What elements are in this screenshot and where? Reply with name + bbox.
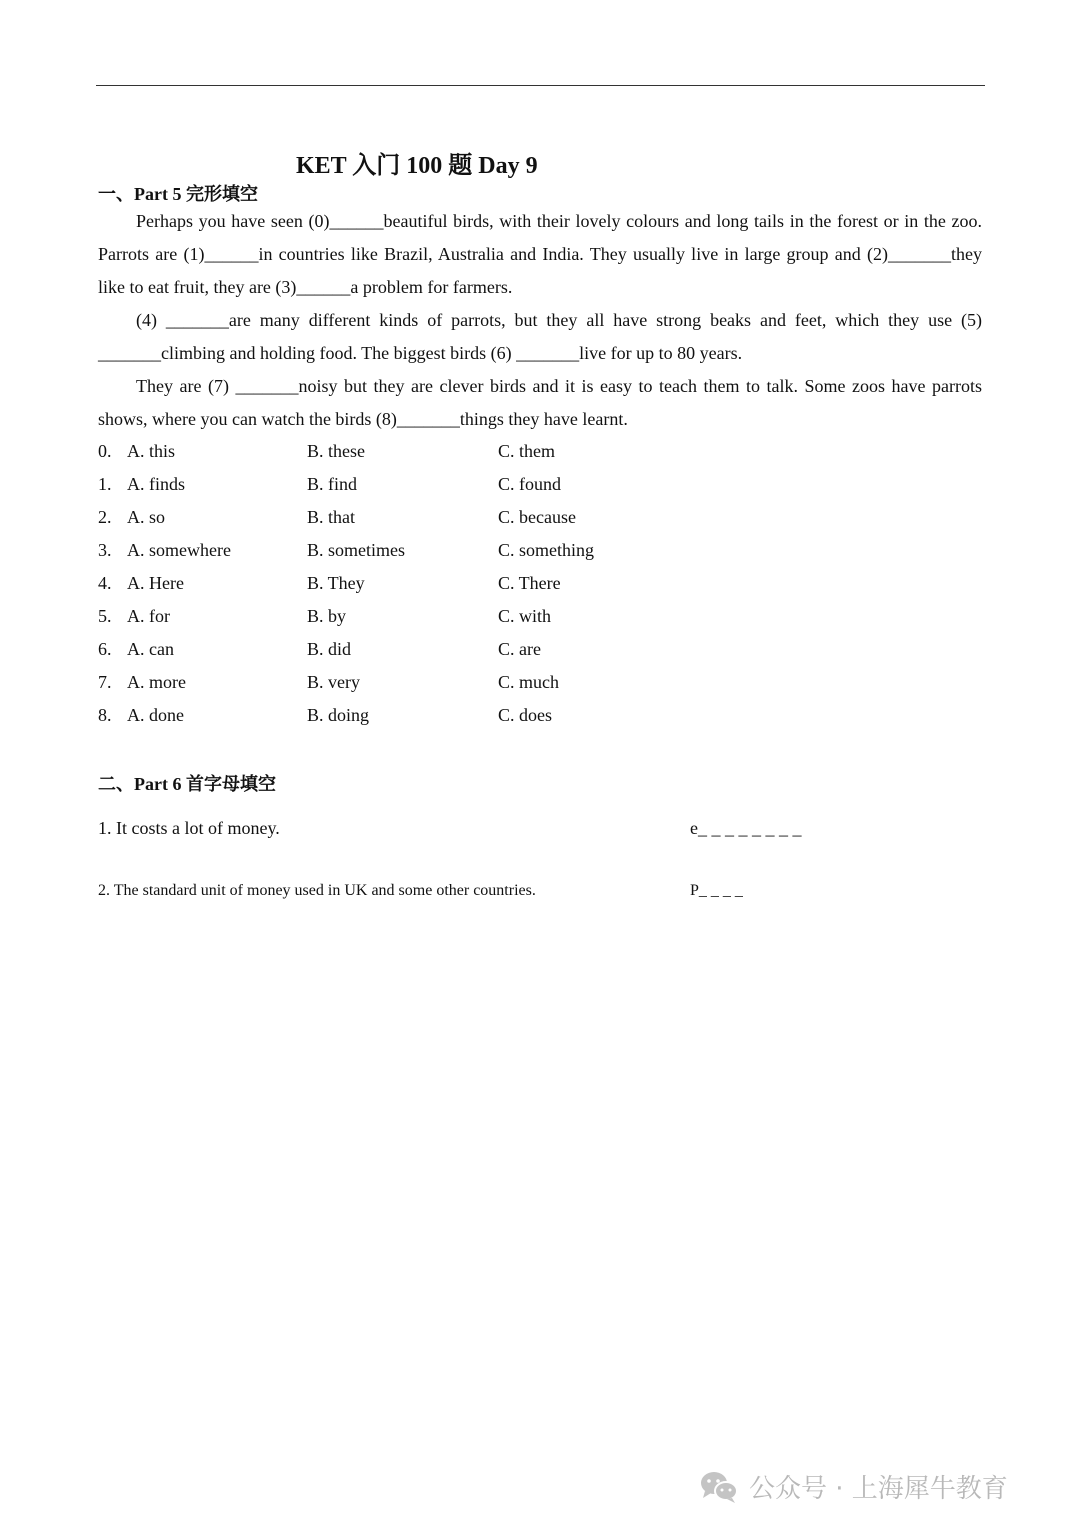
option-number: 7.	[98, 672, 112, 692]
option-b: B. find	[307, 474, 358, 494]
wechat-icon	[699, 1470, 739, 1504]
option-a: A. this	[127, 441, 176, 461]
option-c: C. There	[498, 573, 561, 593]
option-a: A. finds	[127, 474, 185, 494]
option-number: 1.	[98, 474, 112, 494]
option-a: A. so	[127, 507, 166, 527]
clue-hint: P_ _ _ _	[690, 882, 743, 899]
option-c: C. much	[498, 672, 559, 692]
option-a: A. for	[127, 606, 170, 626]
part5-heading: 一、Part 5 完形填空	[98, 184, 258, 204]
clue-text: 1. It costs a lot of money.	[98, 818, 280, 838]
option-number: 0.	[98, 441, 112, 461]
option-b: B. that	[307, 507, 355, 527]
top-rule	[96, 85, 985, 86]
option-a: A. Here	[127, 573, 184, 593]
option-number: 8.	[98, 705, 112, 725]
option-b: B. They	[307, 573, 365, 593]
option-b: B. sometimes	[307, 540, 405, 560]
option-number: 3.	[98, 540, 112, 560]
clue-text: 2. The standard unit of money used in UK and some other countries.	[98, 882, 536, 899]
option-c: C. does	[498, 705, 552, 725]
option-b: B. very	[307, 672, 360, 692]
option-c: C. are	[498, 639, 541, 659]
option-number: 2.	[98, 507, 112, 527]
option-number: 4.	[98, 573, 112, 593]
option-b: B. by	[307, 606, 347, 626]
option-a: A. somewhere	[127, 540, 231, 560]
option-a: A. done	[127, 705, 184, 725]
passage-paragraph: (4) _______are many different kinds of parrots, but they all have strong beaks and feet, which they use (5) _______climbing and holding food. The biggest birds (6) _______live for up to 80 years.	[98, 310, 982, 363]
option-c: C. them	[498, 441, 555, 461]
passage-paragraph: Perhaps you have seen (0)______beautiful birds, with their lovely colours and long tails in the forest or in the zoo. Parrots are (1)______in countries like Brazil, Australia and India. They usually live in large group and (2)_______they like to eat fruit, they are (3)______a problem for farmers.	[98, 211, 982, 297]
passage-paragraph: They are (7) _______noisy but they are clever birds and it is easy to teach them to talk. Some zoos have parrots shows, where you can watch the birds (8)_______things they have learnt.	[98, 376, 982, 429]
option-c: C. found	[498, 474, 561, 494]
watermark	[699, 1468, 1008, 1505]
page-title: KET 入门 100 题 Day 9	[296, 153, 538, 179]
option-number: 6.	[98, 639, 112, 659]
option-a: A. can	[127, 639, 174, 659]
option-b: B. these	[307, 441, 365, 461]
option-b: B. doing	[307, 705, 370, 725]
option-number: 5.	[98, 606, 112, 626]
option-c: C. with	[498, 606, 552, 626]
part6-heading: 二、Part 6 首字母填空	[98, 774, 276, 794]
option-c: C. because	[498, 507, 576, 527]
option-a: A. more	[127, 672, 186, 692]
watermark-text: 公众号 · 上海犀牛教育	[749, 1474, 1008, 1504]
clue-hint: e_ _ _ _ _ _ _ _	[690, 818, 802, 838]
option-c: C. something	[498, 540, 595, 560]
option-b: B. did	[307, 639, 352, 659]
cloze-passage	[98, 205, 982, 436]
